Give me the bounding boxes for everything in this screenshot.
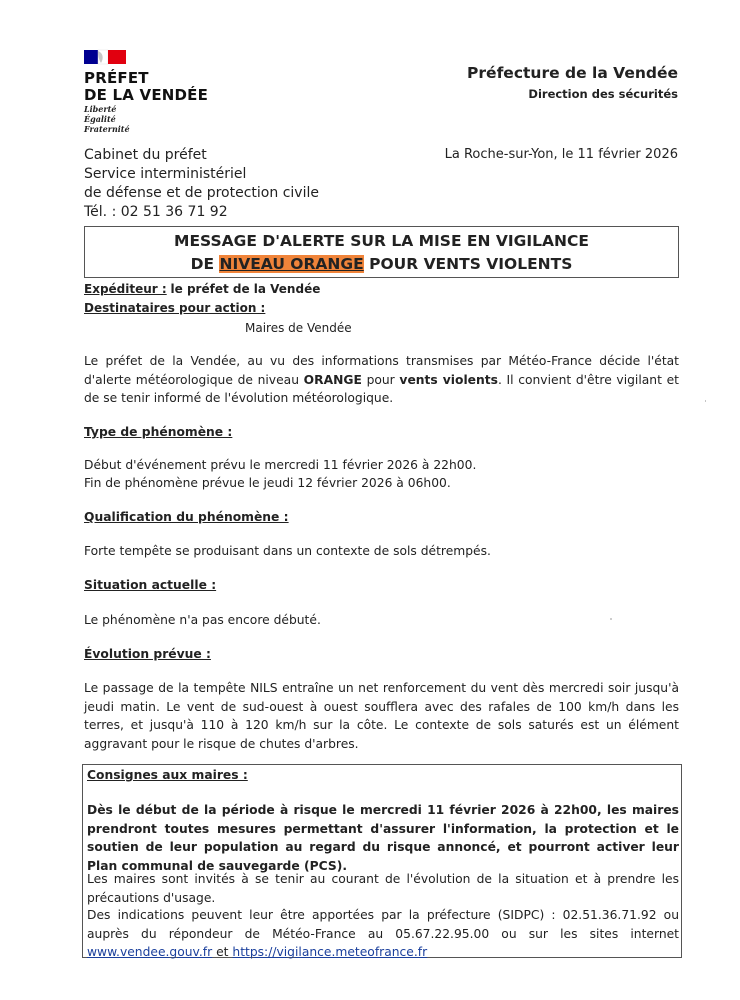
consignes-para3: Des indications peuvent leur être apportées par la préfecture (SIDPC) : 02.51.36.71.92 ou auprès du répondeur de Météo-France au 05.67.22.95.00 ou sur les sites internet www.vendee.gouv.fr et https://vigilance.meteofrance.fr [87,908,679,959]
sender-cabinet: Cabinet du préfet [84,147,207,163]
qualification-title: Qualification du phénomène : [84,510,289,524]
prefecture-direction: Direction des sécurités [528,87,678,101]
evolution-title: Évolution prévue : [84,647,211,661]
type-end: Fin de phénomène prévue le jeudi 12 février 2026 à 06h00. [84,476,451,490]
scan-speck [705,400,706,402]
expediteur-label: Expéditeur : [84,282,167,296]
situation-title: Situation actuelle : [84,578,217,592]
scan-speck [610,618,612,620]
type-title: Type de phénomène : [84,425,233,439]
alert-title-line1: MESSAGE D'ALERTE SUR LA MISE EN VIGILANCE [174,232,589,250]
alert-level-highlight: NIVEAU ORANGE [219,255,364,273]
qualification-text: Forte tempête se produisant dans un contexte de sols détrempés. [84,544,491,558]
prefecture-title: Préfecture de la Vendée [467,64,678,82]
destinataires-label: Destinataires pour action : [84,301,266,315]
evolution-text: Le passage de la tempête NILS entraîne un net renforcement du vent dès mercredi soir jusqu'à jeudi matin. Le vent de sud-ouest à ouest soufflera avec des rafales de 100 km/h dans les terres, et jusqu'à 110 à 120 km/h sur la côte. Le contexte de sols saturés est un élément aggravant pour le risque de chutes d'arbres. [84,681,679,751]
expediteur-value: le préfet de la Vendée [170,282,321,296]
marianne-flag-logo [84,48,128,66]
motto-fraternite: Fraternité [84,124,130,134]
document-date: La Roche-sur-Yon, le 11 février 2026 [444,147,678,162]
motto-egalite: Égalité [84,114,116,124]
link-vendee-gouv[interactable]: www.vendee.gouv.fr [87,945,213,959]
sender-service: Service interministériel [84,166,247,182]
consignes-bold-text: Dès le début de la période à risque le mercredi 11 février 2026 à 22h00, les maires prendront toutes mesures permettant d'assurer l'information, la protection et le soutien de leur population au regard du risque annoncé, et pourront activer leur Plan communal de sauvegarde (PCS). [87,803,679,873]
link-vigilance-meteofrance[interactable]: https://vigilance.meteofrance.fr [232,945,428,959]
alert-prefix: DE [190,255,215,273]
consignes-title: Consignes aux maires : [87,768,248,782]
expediteur-line [84,282,320,296]
brand-title-line2: DE LA VENDÉE [84,86,209,104]
brand-title-line1: PRÉFET [84,69,149,87]
alert-title-line2 [84,255,679,273]
sender-phone: Tél. : 02 51 36 71 92 [84,204,228,220]
alert-suffix: POUR VENTS VIOLENTS [369,255,573,273]
consignes-para2: Les maires sont invités à se tenir au courant de l'évolution de la situation et à prendre les précautions d'usage. [87,872,679,905]
intro-level: ORANGE [303,372,362,387]
intro-paragraph: Le préfet de la Vendée, au vu des informations transmises par Météo-France décide l'état d'alerte météorologique de niveau ORANGE pour vents violents. Il convient d'être vigilant et de se tenir informé de l'évolution météorologique. [84,354,679,405]
situation-text: Le phénomène n'a pas encore débuté. [84,613,321,627]
intro-winds: vents violents [399,372,498,387]
type-start: Début d'événement prévu le mercredi 11 février 2026 à 22h00. [84,458,477,472]
destinataires-value: Maires de Vendée [245,321,352,335]
motto-liberte: Liberté [84,104,117,114]
sender-defense: de défense et de protection civile [84,185,319,201]
